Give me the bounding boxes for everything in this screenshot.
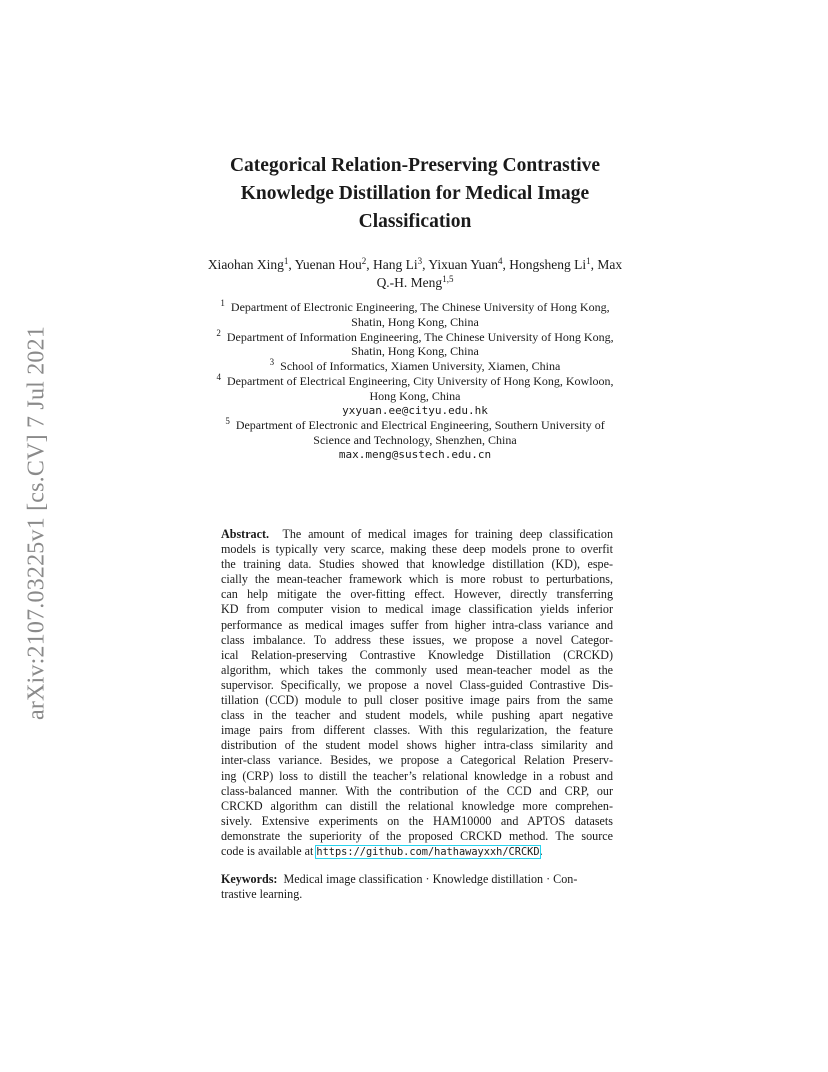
abstract-line: performance as medical images suffer from higher intra-class variance and [221,617,613,632]
abstract-line: demonstrate the superiority of the proposed CRCKD method. The source [221,828,613,843]
abstract-text: The amount of medical images for training deep classification [282,527,613,541]
abstract-line: image pairs from different classes. With this regularization, the feature [221,723,613,738]
source-code-link[interactable]: https://github.com/hathawayxxh/CRCKD [316,845,540,858]
affiliation-line: Shatin, Hong Kong, China [351,344,479,359]
author-line: Xiaohan Xing$^1$, Yuenan Hou$^2$, Hang Li$^3$, Yixuan Yuan$^4$, Hongsheng Li$^1$, Max [207,256,623,272]
affiliation-line: Hong Kong, China [369,388,461,403]
keywords-label: Keywords: [221,872,278,886]
abstract-line: class-balanced manner. With the contribution of the CCD and CRP, our [221,783,613,798]
affiliation-mark: 2 [216,327,221,338]
abstract-line: algorithm, which takes the commonly used mean-teacher model as the [221,662,613,677]
arxiv-identifier: arXiv:2107.03225v1 [cs.CV] 7 Jul 2021 [23,325,50,721]
abstract-line: CRCKD algorithm can distill the relational knowledge more comprehen- [221,798,613,813]
affiliation-text: Department of Information Engineering, The Chinese University of Hong Kong, [226,329,614,344]
author-name-part: Q.-H. Meng [376,275,443,290]
affiliation-text: Department of Electrical Engineering, City University of Hong Kong, Kowloon, [226,373,614,388]
abstract-text: code is available at [221,843,314,858]
abstract-text: . [539,843,543,858]
affiliation-line [150,327,680,345]
abstract-line: supervisor. Specifically, we propose a novel Class-guided Contrastive Dis- [221,677,613,692]
affiliation-text: School of Informatics, Xiamen University, Xiamen, China [280,359,561,374]
abstract-line: class in the teacher and student models, while pushing apart negative [221,708,613,723]
affiliation-email: yxyuan.ee@cityu.edu.hk [342,403,488,417]
abstract-line: ical Relation-preserving Contrastive Knowledge Distillation (CRCKD) [221,647,613,662]
affiliation-email: max.meng@sustech.edu.cn [338,447,492,461]
author-affil-mark: 4 [498,256,503,266]
abstract-line: tillation (CCD) module to pull closer positive image pairs from the same [221,693,613,708]
author-name-part: Max [597,257,623,272]
keywords [221,872,613,902]
affiliation-mark: 5 [225,416,230,427]
paper-title [160,152,670,236]
abstract-line: class imbalance. To address these issues, we propose a novel Categor- [221,632,613,647]
affiliation-mark: 3 [269,357,275,368]
abstract-line: inter-class variance. Besides, we propose a Categorical Relation Preserv- [221,753,613,768]
title-line: Categorical Relation-Preserving Contrastive [229,155,601,176]
author-affil-mark: 2 [361,256,367,266]
author-affil-mark: 1 [283,256,289,266]
arxiv-sidebar [22,298,52,748]
author-name: Hongsheng Li [509,257,587,272]
affiliation-line [150,371,680,389]
keywords-line [221,872,613,887]
keywords-line: trastive learning. [221,887,303,902]
abstract-line: sively. Extensive experiments on the HAM10000 and APTOS datasets [221,813,613,828]
affiliation-line [150,418,680,433]
author-affil-mark: 3 [417,256,423,266]
abstract [221,527,613,860]
author-name: Yuenan Hou [294,257,362,272]
affiliation-mark: 4 [216,371,221,382]
affiliation-text: Department of Electronic and Electrical Engineering, Southern University of [235,418,605,433]
affiliation-line [150,359,680,374]
abstract-line: KD from computer vision to medical image classification yields inferior [221,602,613,617]
author-name: Xiaohan Xing [207,257,284,272]
abstract-line [221,527,613,542]
abstract-line: models is typically very scarce, making these deep models prone to overfit [221,542,613,557]
keywords-text: Medical image classification · Knowledge distillation · Con- [283,872,578,886]
affiliation-text: Department of Electronic Engineering, The Chinese University of Hong Kong, [230,300,610,314]
author-line [160,274,670,292]
abstract-line: the training data. Studies showed that knowledge distillation (KD), espe- [221,557,613,572]
affiliation-line: Science and Technology, Shenzhen, China [313,433,517,448]
abstract-line: ing (CRP) loss to distill the teacher’s relational knowledge in a robust and [221,768,613,783]
author-affil-mark: 1 [586,256,591,266]
abstract-line: can help mitigate the over-fitting effect. However, directly transferring [221,587,613,602]
affiliation-line [150,300,680,315]
abstract-line: cially the mean-teacher framework which is more robust to perturbations, [221,572,613,587]
author-affil-mark: 1,5 [442,274,454,284]
affiliation-line: Shatin, Hong Kong, China [351,314,479,329]
author-name: Yixuan Yuan [428,257,499,272]
affiliation-mark: 1 [220,298,225,308]
abstract-label: Abstract. [221,527,270,541]
abstract-line: distribution of the student model shows higher intra-class similarity and [221,738,613,753]
title-line: Knowledge Distillation for Medical Image [240,183,590,204]
author-name: Hang Li [373,257,418,272]
affiliations [150,300,680,463]
author-list [160,256,670,292]
abstract-line [221,844,613,860]
title-line: Classification [358,211,472,232]
